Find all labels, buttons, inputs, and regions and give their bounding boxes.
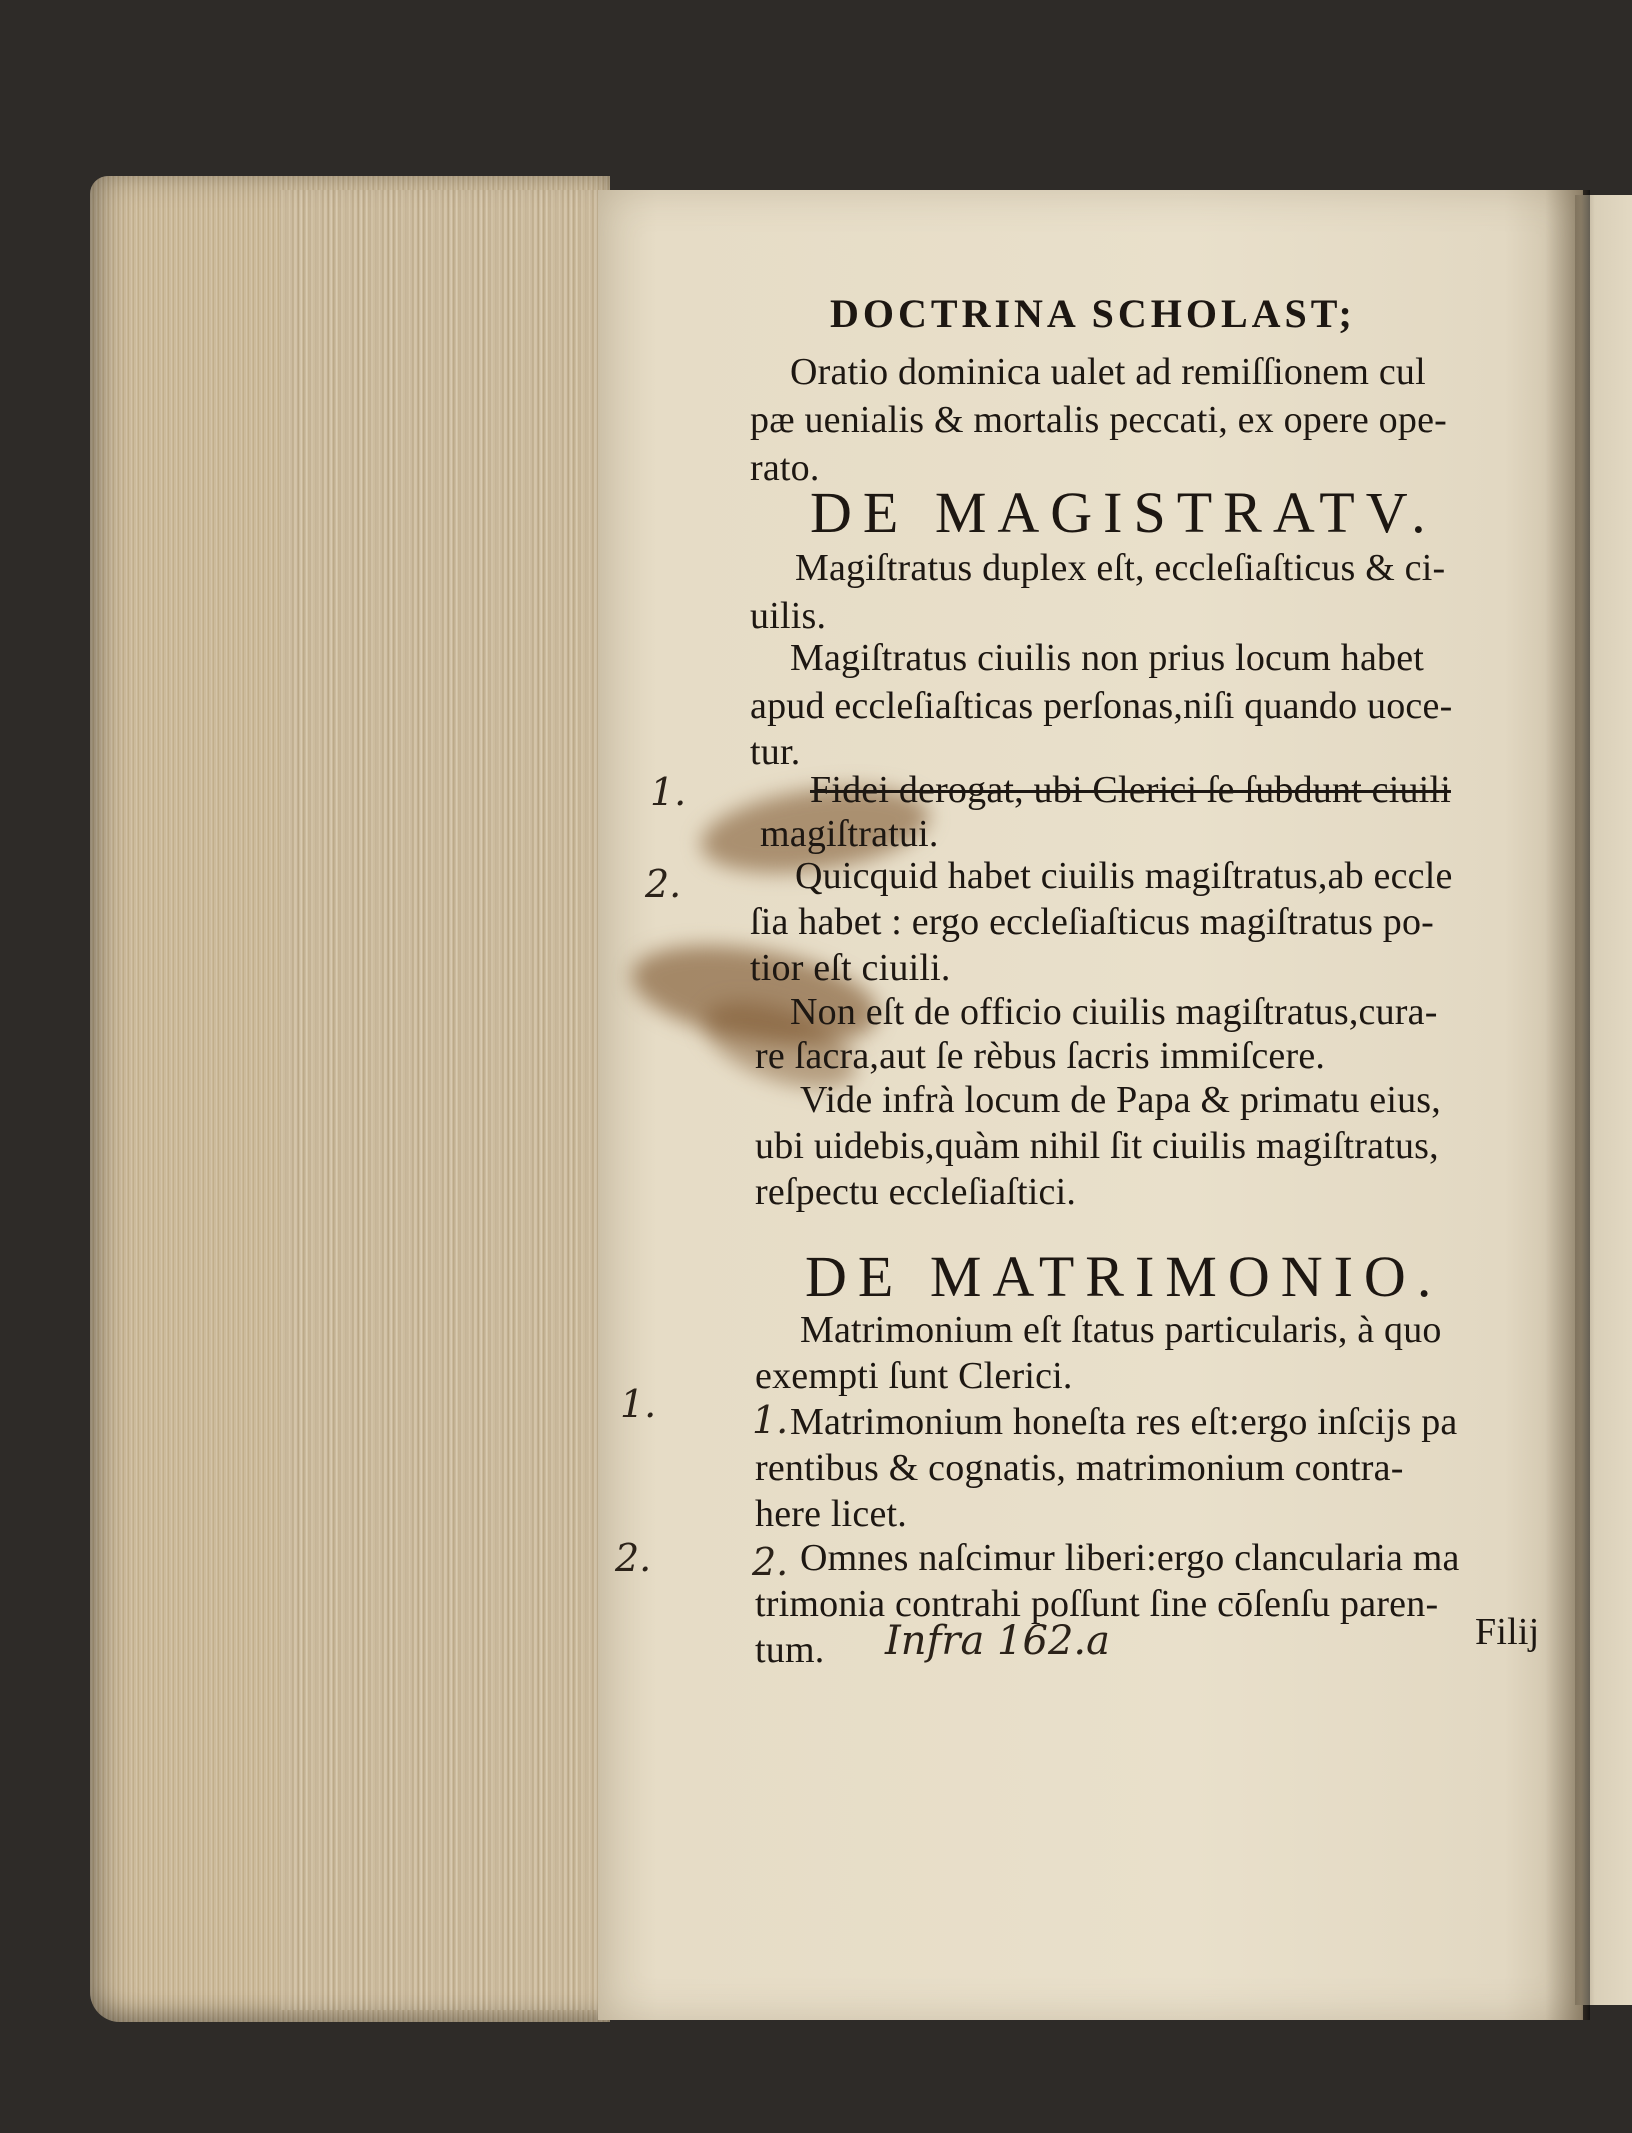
text-line: tur. bbox=[750, 731, 801, 773]
text-line: Quicquid habet ciuilis magiſtratus,ab eccle bbox=[795, 855, 1453, 897]
text-line: pæ uenialis & mortalis peccati, ex opere ope- bbox=[750, 399, 1447, 441]
text-line: Matrimonium eſt ſtatus particularis, à quo bbox=[800, 1309, 1442, 1351]
margin-mark: 2. bbox=[752, 1540, 789, 1584]
running-head: DOCTRINA SCHOLAST; bbox=[830, 291, 1356, 336]
struck-text-line: Fidei derogat, ubi Clerici ſe ſubdunt ciuili bbox=[810, 769, 1451, 811]
text-line: rato. bbox=[750, 447, 820, 489]
text-line: Omnes naſcimur liberi:ergo clancularia ma bbox=[800, 1537, 1460, 1579]
catchword: Filij bbox=[1475, 1611, 1540, 1653]
handwritten-note: Infra 162.a bbox=[885, 1618, 1110, 1664]
text-line: rentibus & cognatis, matrimonium contra- bbox=[755, 1447, 1404, 1489]
text-line: uilis. bbox=[750, 595, 827, 637]
margin-mark: 1. bbox=[650, 770, 687, 814]
gutter-shadow bbox=[1545, 190, 1590, 2020]
text-line: Non eſt de officio ciuilis magiſtratus,cura- bbox=[790, 991, 1438, 1033]
text-line: Magiſtratus ciuilis non prius locum habet bbox=[790, 637, 1425, 679]
margin-mark: 2. bbox=[645, 862, 682, 906]
text-line: here licet. bbox=[755, 1493, 907, 1535]
text-line: tum. bbox=[755, 1629, 825, 1671]
text-line: magiſtratui. bbox=[760, 813, 939, 855]
text-line: ubi uidebis,quàm nihil ſit ciuilis magiſtratus, bbox=[755, 1125, 1439, 1167]
text-line: Matrimonium honeſta res eſt:ergo inſcijs pa bbox=[790, 1401, 1458, 1443]
margin-mark: 1. bbox=[752, 1398, 789, 1442]
text-line: re ſacra,aut ſe rèbus ſacris immiſcere. bbox=[755, 1035, 1326, 1077]
text-line: trimonia contrahi poſſunt ſine cōſenſu paren- bbox=[755, 1583, 1439, 1625]
section-heading: DE MATRIMONIO. bbox=[805, 1244, 1443, 1309]
text-line: apud eccleſiaſticas perſonas,niſi quando uoce- bbox=[750, 685, 1453, 727]
page-edges bbox=[280, 190, 610, 2010]
margin-mark: 1. bbox=[620, 1382, 657, 1426]
text-line: ſia habet : ergo eccleſiaſticus magiſtratus po- bbox=[750, 901, 1435, 943]
text-line: Magiſtratus duplex eſt, eccleſiaſticus & ci- bbox=[795, 547, 1446, 589]
text-line: tior eſt ciuili. bbox=[750, 947, 951, 989]
text-line: Oratio dominica ualet ad remiſſionem cul bbox=[790, 351, 1426, 393]
margin-mark: 2. bbox=[615, 1536, 652, 1580]
text-line: exempti ſunt Clerici. bbox=[755, 1355, 1073, 1397]
text-line: reſpectu eccleſiaſtici. bbox=[755, 1171, 1077, 1213]
text-line: Vide infrà locum de Papa & primatu eius, bbox=[800, 1079, 1441, 1121]
section-heading: DE MAGISTRATV. bbox=[810, 480, 1437, 545]
